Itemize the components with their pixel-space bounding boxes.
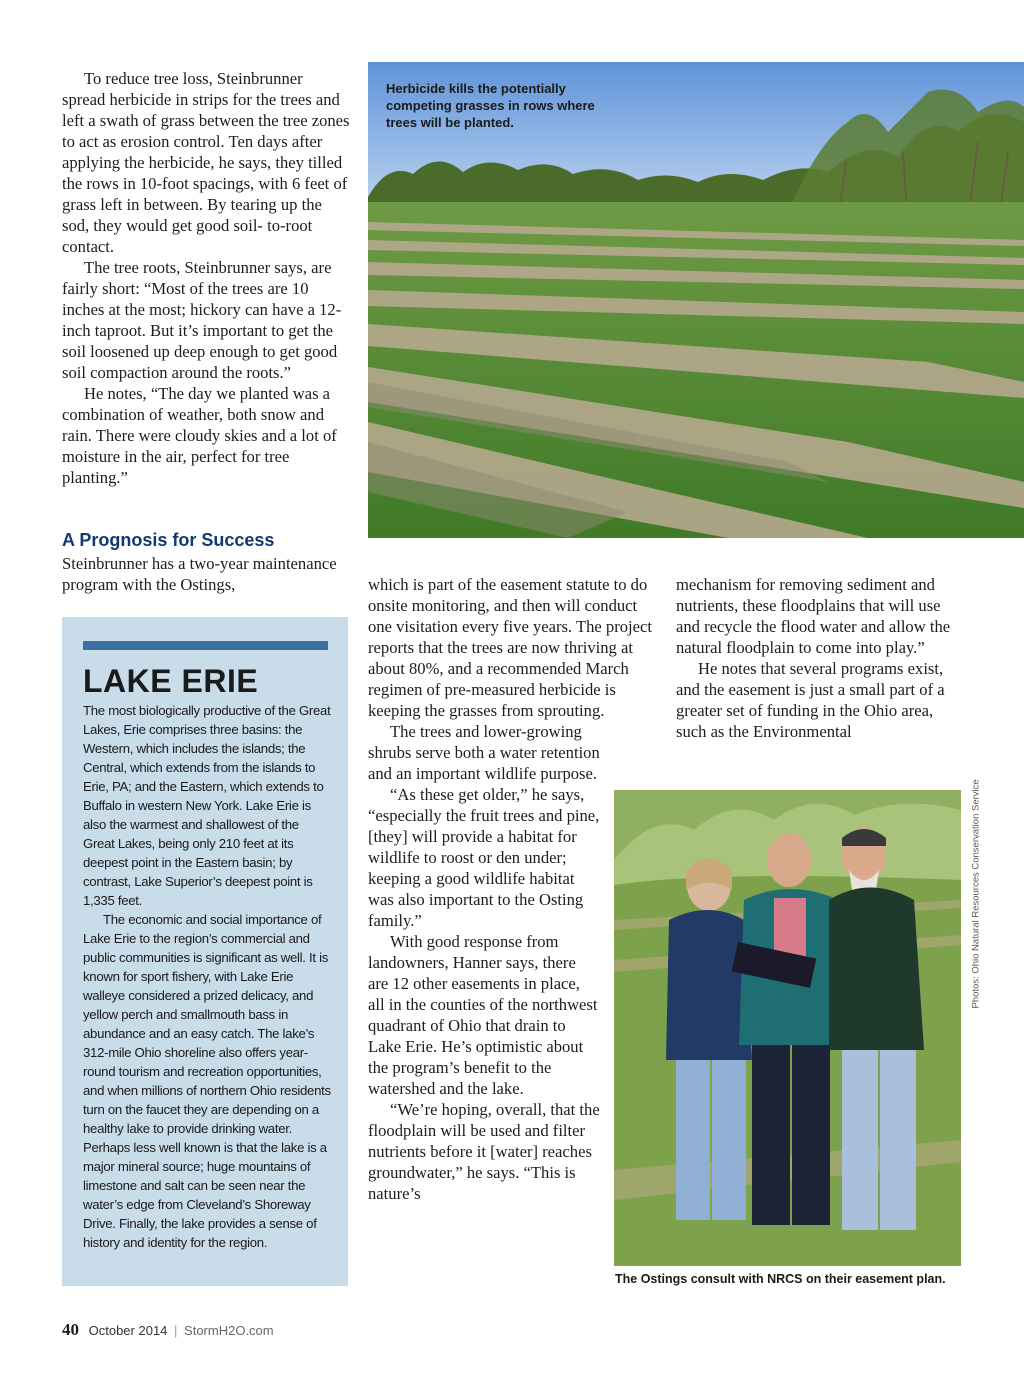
article-column-3 — [676, 574, 966, 742]
issue-date: October 2014 — [88, 1323, 168, 1338]
article-column-1 — [62, 68, 350, 488]
ostings-photo-caption: The Ostings consult with NRCS on their easement plan. — [615, 1272, 946, 1286]
lake-erie-sidebar — [62, 617, 348, 1286]
paragraph: mechanism for removing sediment and nutrients, these floodplains that will use and recycle the flood water and allow the natural floodplain to come into play.” — [676, 575, 951, 657]
sidebar-paragraph: The most biologically productive of the Great Lakes, Erie comprises three basins: the Western, which includes the islands; the Central, which extends from the islands to Erie, PA; and the Eastern, which extends to Buffalo in western New York. Lake Erie is also the warmest and shallowest of the Great Lakes, being only 210 feet at its deepest point in the Eastern basin; by contrast, Lake Superior’s deepest point is 1,335 feet. — [83, 703, 331, 908]
field-photo-caption: Herbicide kills the potentially competing grasses in rows where trees will be planted. — [386, 81, 595, 130]
sidebar-title: LAKE ERIE — [83, 663, 259, 699]
paragraph: which is part of the easement statute to do onsite monitoring, and then will conduct one visitation every five years. The project reports that the trees are now thriving at about 80%, and a recommended March regimen of pre-measured herbicide is keeping the grasses from sprouting. — [368, 575, 652, 720]
ostings-photo-image — [614, 790, 961, 1266]
paragraph: He notes that several programs exist, and the easement is just a small part of a greater set of funding in the Ohio area, such as the Environmental — [676, 659, 945, 741]
footer-separator: | — [174, 1323, 178, 1338]
section-subhead: A Prognosis for Success — [62, 530, 275, 550]
page-number: 40 — [62, 1320, 79, 1339]
paragraph: He notes, “The day we planted was a combination of weather, both snow and rain. There were cloudy skies and a lot of moisture in the air, perfect for tree planting.” — [62, 384, 337, 487]
ostings-photo — [614, 790, 961, 1266]
photo-credit-text: Photos: Ohio Natural Resources Conservation Service — [970, 779, 982, 1009]
paragraph: “As these get older,” he says, “especially the fruit trees and pine, [they] will provide a habitat for wildlife to roost or den under; keeping a good wildlife habitat was also important to the Osting family.” — [368, 785, 600, 930]
article-column-1-continued — [62, 553, 350, 595]
paragraph: “We’re hoping, overall, that the floodplain will be used and filter nutrients before it [water] reaches groundwater,” he says. “This is nature’s — [368, 1100, 600, 1203]
paragraph: Steinbrunner has a two-year maintenance program with the Ostings, — [62, 554, 337, 594]
paragraph: To reduce tree loss, Steinbrunner spread herbicide in strips for the trees and left a swath of grass between the tree zones to act as erosion control. Ten days after applying the herbicide, he says, they tilled the rows in 10-foot spacings, with 6 feet of grass left in between. By tearing up the sod, they would get good soil- to-root contact. — [62, 69, 350, 256]
field-photo — [368, 62, 1024, 538]
paragraph: The trees and lower-growing shrubs serve both a water retention and an important wildlife purpose. — [368, 722, 600, 783]
photo-credit — [966, 779, 982, 1010]
field-photo-image — [368, 62, 1024, 538]
column-2-narrow — [368, 721, 600, 1204]
page-footer — [62, 1320, 274, 1340]
paragraph: The tree roots, Steinbrunner says, are fairly short: “Most of the trees are 10 inches at the most; hickory can have a 12-inch taproot. But it’s important to get the soil loosened up deep enough to get good soil compaction around the roots.” — [62, 258, 342, 382]
site-name: StormH2O.com — [184, 1323, 274, 1338]
sidebar-rule — [83, 641, 328, 650]
sidebar-paragraph: The economic and social importance of Lake Erie to the region’s commercial and public communities is significant as well. It is known for sport fishery, with Lake Erie walleye considered a prized delicacy, and yellow perch and smallmouth bass in abundance and an easy catch. The lake’s 312-mile Ohio shoreline also offers year-round tourism and recreation opportunities, and when millions of northern Ohio residents turn on the faucet they are depending on a healthy lake to provide drinking water. Perhaps less well known is that the lake is a major mineral source; huge mountains of limestone and salt can be seen near the water’s edge from Cleveland’s Shoreway Drive. Finally, the lake provides a sense of history and identity for the region. — [83, 912, 331, 1250]
sidebar-body — [83, 701, 333, 1252]
paragraph: With good response from landowners, Hanner says, there are 12 other easements in place, all in the counties of the northwest quadrant of Ohio that drain to Lake Erie. He’s optimistic about the program’s benefit to the watershed and the lake. — [368, 932, 598, 1098]
